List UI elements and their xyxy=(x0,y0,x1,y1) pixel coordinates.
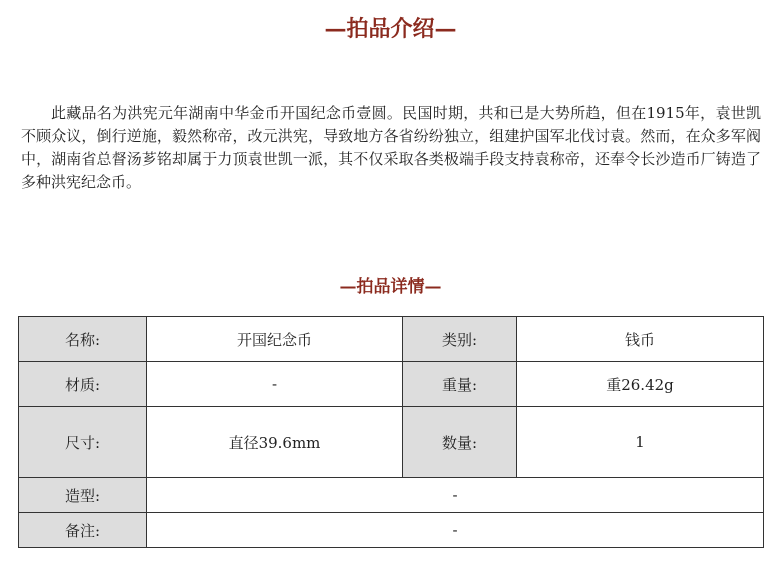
table-row xyxy=(19,513,764,548)
table-row xyxy=(19,407,764,478)
material-value: - xyxy=(147,362,403,407)
intro-paragraph: 此藏品名为洪宪元年湖南中华金币开国纪念币壹圆。民国时期，共和已是大势所趋，但在1915年，袁世凯不顾众议，倒行逆施，毅然称帝，改元洪宪，导致地方各省纷纷独立，组建护国军北伐讨袁。然而，在众多军阀中，湖南省总督汤芗铭却属于力顶袁世凯一派，其不仅采取各类极端手段支持袁称帝，还奉令长沙造币厂铸造了多种洪宪纪念币。 xyxy=(21,104,761,191)
category-label: 类别: xyxy=(403,317,517,362)
table-row xyxy=(19,317,764,362)
detail-section-title: —拍品详情— xyxy=(339,277,442,297)
intro-section-title: —拍品介绍— xyxy=(324,16,457,42)
details-table xyxy=(18,316,764,548)
weight-value: 重26.42g xyxy=(517,362,764,407)
name-label: 名称: xyxy=(19,317,147,362)
remark-label: 备注: xyxy=(19,513,147,548)
size-label: 尺寸: xyxy=(19,407,147,478)
table-row xyxy=(19,362,764,407)
quantity-value: 1 xyxy=(517,407,764,478)
material-label: 材质: xyxy=(19,362,147,407)
quantity-label: 数量: xyxy=(403,407,517,478)
shape-label: 造型: xyxy=(19,478,147,513)
table-row xyxy=(19,478,764,513)
size-value: 直径39.6mm xyxy=(147,407,403,478)
shape-value: - xyxy=(147,478,764,513)
name-value: 开国纪念币 xyxy=(147,317,403,362)
category-value: 钱币 xyxy=(517,317,764,362)
remark-value: - xyxy=(147,513,764,548)
weight-label: 重量: xyxy=(403,362,517,407)
